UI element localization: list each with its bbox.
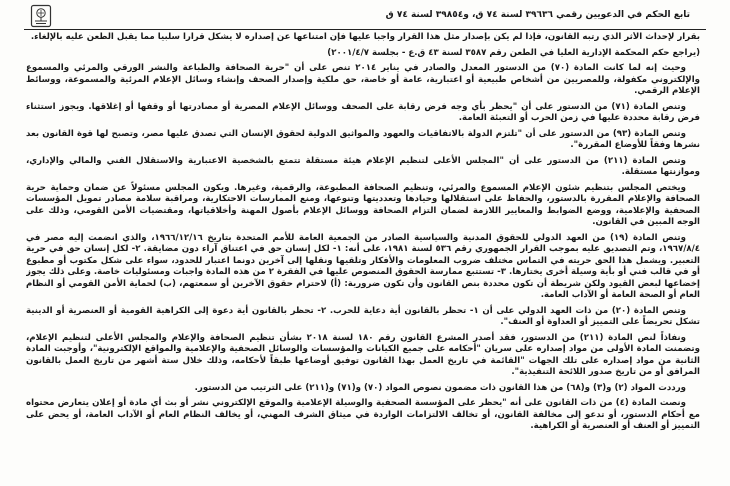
court-seal-icon [30,4,52,28]
paragraph-iccpr-19: وتنص المادة (١٩) من العهد الدولي للحقوق المدنية والسياسية الصادر من الجمعية العامة للأمم المتحدة بتاريخ ١٩٦٦/١٢/١٦، والذي انضمت إليه مصر في ١٩٦٧/٨/٤، وتم التصديق عليه بموجب القرار الجمهوري رقم ٥٣٦ لسنة ١٩٨١، على أنه: ١- لكل إنسان حق في اعتناق آراء دون مضايقة. ٢- لكل إنسان حق في حرية التعبير. ويشمل هذا الحق حريته في التماس مختلف ضروب المعلومات والأفكار وتلقيها ونقلها إلى آخرين دونما اعتبار للحدود، سواء على شكل مكتوب أو مطبوع أو في قالب فني أو بأية وسيلة أخرى يختارها. ٣- تستتبع ممارسة الحقوق المنصوص عليها في الفقرة ٢ من هذه المادة واجبات ومسئوليات خاصة. وعلى ذلك يجوز إخضاعها لبعض القيود ولكن شريطة أن تكون محددة بنص القانون وأن تكون ضرورية: (أ) لاحترام حقوق الآخرين أو سمعتهم، (ب) لحماية الأمن القومي أو النظام العام أو الصحة العامة أو الآداب العامة. [26,232,700,300]
paragraph-article-211: وتنص المادة (٢١١) من الدستور على أن "المجلس الأعلى لتنظيم الإعلام هيئة مستقلة تتمتع بالشخصية الاعتبارية والاستقلال الفني والمالي والإداري، وموازنتها مستقلة. [26,155,700,177]
paragraph-article-70: وحيث إنه لما كانت المادة (٧٠) من الدستور المعدل والصادر في يناير ٢٠١٤ تنص على أن "حرية الصحافة والطباعة والنشر الورقي والمرئي والمسموع والإلكتروني مكفولة، وللمصريين من أشخاص طبيعية أو اعتبارية، عامة أو خاصة، حق ملكية وإصدار الصحف وإنشاء وسائل الإعلام المرئية والمسموعة، ووسائط الإعلام الرقمي. [26,63,700,96]
running-header: تابع الحكم في الدعويين رقمي ٣٩٦٣٦ لسنة ٧٤ ق، و٣٩٨٥٤ لسنة ٧٤ ق [385,10,690,20]
paragraph-iccpr-20: وتنص المادة (٢٠) من ذات العهد الدولي على أن ١- تحظر بالقانون أية دعاية للحرب. ٢- تحظر بالقانون أية دعوة إلى الكراهية القومية أو العنصرية أو الدينية تشكل تحريضاً على التمييز أو العداوة أو العنف". [26,305,700,327]
paragraph-council-duties: ويختص المجلس بتنظيم شئون الإعلام المسموع والمرئي، وتنظيم الصحافة المطبوعة، والرقمية، وغيرها. ويكون المجلس مسئولاً عن ضمان وحماية حرية الصحافة والإعلام المقررة بالدستور، والحفاظ على استقلالها وحيادها وتعدديتها وتنوعها، ومنع الممارسات الاحتكارية، ومراقبة سلامة مصادر تمويل المؤسسات الصحفية والإعلامية، ووضع الضوابط والمعايير اللازمة لضمان التزام الصحافة ووسائل الإعلام بأصول المهنة وأخلاقياتها، ومقتضيات الأمن القومي، وذلك على الوجه المبين في القانون. [26,182,700,227]
paragraph-article-93: وتنص المادة (٩٣) من الدستور على أن "تلتزم الدولة بالاتفاقيات والعهود والمواثيق الدولية لحقوق الإنسان التي تصدق عليها مصر، وتصبح لها قوة القانون بعد نشرها وفقاً للأوضاع المقررة". [26,128,700,150]
paragraph-law-180: ونفاذاً لنص المادة (٢١١) من الدستور، فقد أصدر المشرع القانون رقم ١٨٠ لسنة ٢٠١٨ بشأن تنظيم الصحافة والإعلام والمجلس الأعلى لتنظيم الإعلام، وتضمنت المادة الأولى من مواد إصداره على سريان "أحكامه على جميع الكيانات والمؤسسات والوسائل الصحفية والإعلامية والمواقع الإلكترونية"، وأوجبت المادة الثانية من مواد إصداره على تلك الجهات "القائمة في تاريخ العمل بهذا القانون توفيق أوضاعها طبقاً لأحكامه، وذلك خلال ستة أشهر من تاريخ العمل بالقانون المرافق أو من تاريخ صدور اللائحة التنفيذية". [26,332,700,377]
paragraph-intro: بقرار لإحداث الأثر الذي رتبه القانون، فإذا لم يكن بإصدار مثل هذا القرار واجباً عليها فإن امتناعها عن إصداره لا يشكل قراراً سلبياً مما يقبل الطعن عليه بالإلغاء. [30,32,700,42]
document-body [26,32,700,482]
paragraph-articles-restated: ورددت المواد (٢) و(٣) و(٦٨) من هذا القانون ذات مضمون نصوص المواد (٧٠) و(٧١) و(٢١١) على الترتيب من الدستور. [194,382,686,393]
header-divider [24,29,706,30]
paragraph-article-4: ونصت المادة (٤) من ذات القانون على أنه "يحظر على المؤسسة الصحفية والوسيلة الإعلامية والموقع الإلكتروني نشر أو بث أي مادة أو إعلان يتعارض محتواه مع أحكام الدستور، أو تدعو إلى مخالفة القانون، أو تخالف الالتزامات الواردة في ميثاق الشرف المهني، أو يخالف النظام العام أو الآداب العامة، أو يحض على التمييز أو العنف أو العنصرية أو الكراهية. [26,398,700,431]
paragraph-article-71: وتنص المادة (٧١) من الدستور على أن "يحظر بأي وجه فرض رقابة على الصحف ووسائل الإعلام المصرية أو مصادرتها أو وقفها أو إغلاقها. ويجوز استثناء فرض رقابة محددة عليها في زمن الحرب أو التعبئة العامة. [26,101,700,123]
paragraph-citation: (يراجع حكم المحكمة الإدارية العليا في الطعن رقم ٣٥٨٧ لسنة ٤٣ ق.ع - بجلسة ٢٠٠١/٤/٧) [327,47,700,58]
